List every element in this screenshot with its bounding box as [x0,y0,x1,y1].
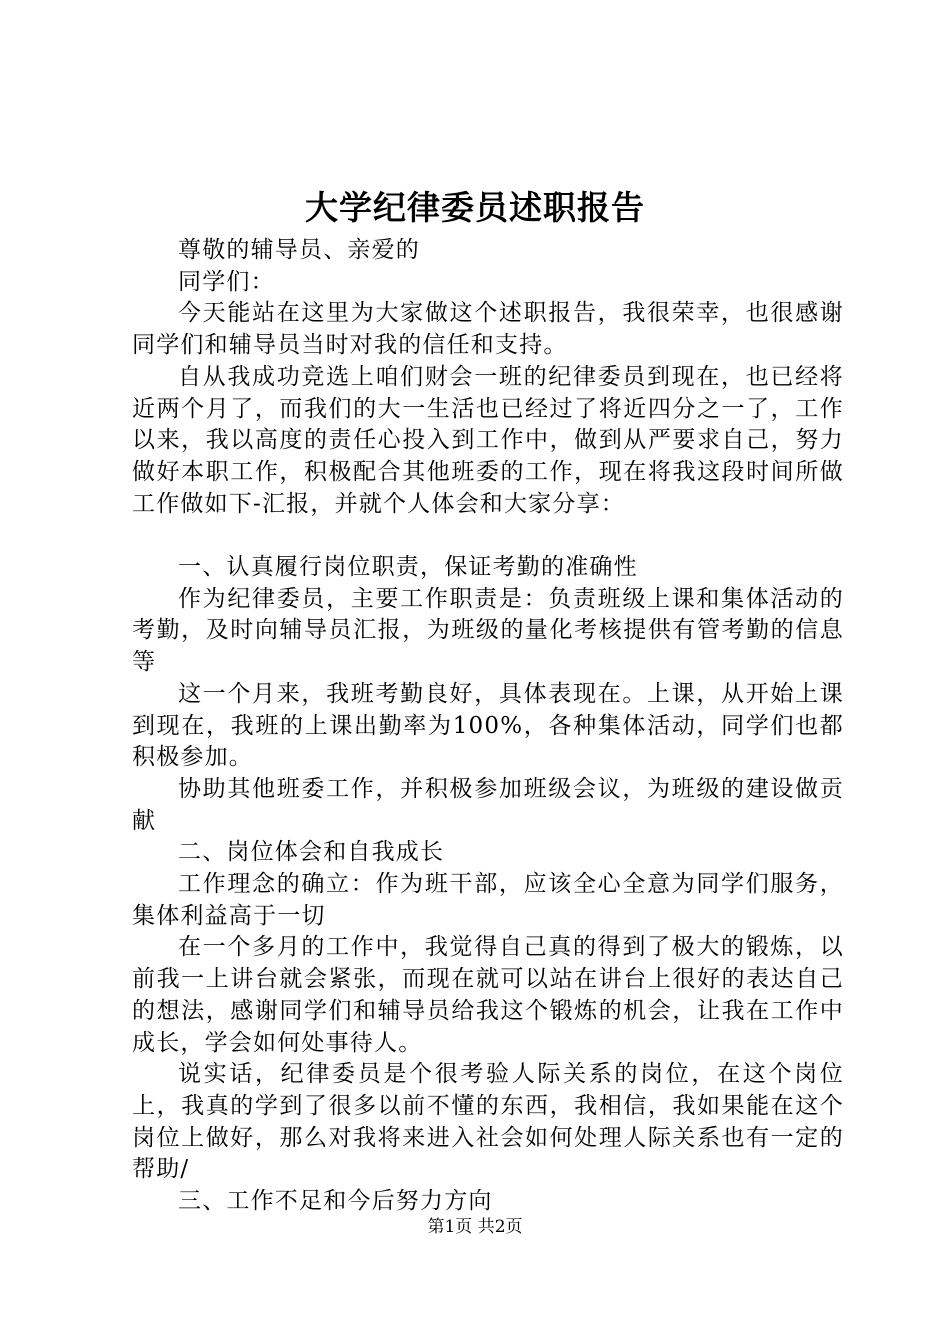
section1-paragraph-assist: 协助其他班委工作，并积极参加班级会议，为班级的建设做贡献 [132,775,844,834]
paragraph-intro: 今天能站在这里为大家做这个述职报告，我很荣幸，也很感谢同学们和辅导员当时对我的信任和支持。 [132,300,844,359]
greeting-line-2: 同学们： [178,268,275,295]
section-heading-1: 一、认真履行岗位职责，保证考勤的准确性 [178,554,638,581]
document-title: 大学纪律委员述职报告 [305,188,645,227]
paragraph-gap [132,520,844,552]
section-heading-3: 三、工作不足和今后努力方向 [178,1188,493,1215]
section2-paragraph-relations: 说实话，纪律委员是个很考验人际关系的岗位，在这个岗位上，我真的学到了很多以前不懂的东西，我相信，我如果能在这个岗位上做好，那么对我将来进入社会如何处理人际关系也有一定的帮助/ [132,1061,844,1183]
section-heading-2: 二、岗位体会和自我成长 [178,839,445,866]
paragraph-summary: 自从我成功竞选上咱们财会一班的纪律委员到现在，也已经将近两个月了，而我们的大一生活也已经过了将近四分之一了，工作以来，我以高度的责任心投入到工作中，做到从严要求自己，努力做好本职工作，积极配合其他班委的工作，现在将我这段时间所做工作做如下-汇报，并就个人体会和大家分享： [132,363,844,517]
section1-paragraph-attendance: 这一个月来，我班考勤良好，具体表现在。上课，从开始上课到现在，我班的上课出勤率为100%，各种集体活动，同学们也都积极参加。 [132,680,844,771]
section1-paragraph-duties: 作为纪律委员，主要工作职责是：负责班级上课和集体活动的考勤，及时向辅导员汇报，为班级的量化考核提供有管考勤的信息等 [132,585,844,676]
document-body [132,235,844,1218]
greeting-line-1: 尊敬的辅导员、亲爱的 [178,237,420,263]
section2-paragraph-growth: 在一个多月的工作中，我觉得自己真的得到了极大的锻炼，以前我一上讲台就会紧张，而现在就可以站在讲台上很好的表达自己的想法，感谢同学们和辅导员给我这个锻炼的机会，让我在工作中成长，学会如何处事待人。 [132,934,844,1056]
section2-paragraph-philosophy: 工作理念的确立：作为班干部，应该全心全意为同学们服务，集体利益高于一切 [132,871,844,929]
page-indicator: 第1页 共2页 [427,1217,523,1237]
